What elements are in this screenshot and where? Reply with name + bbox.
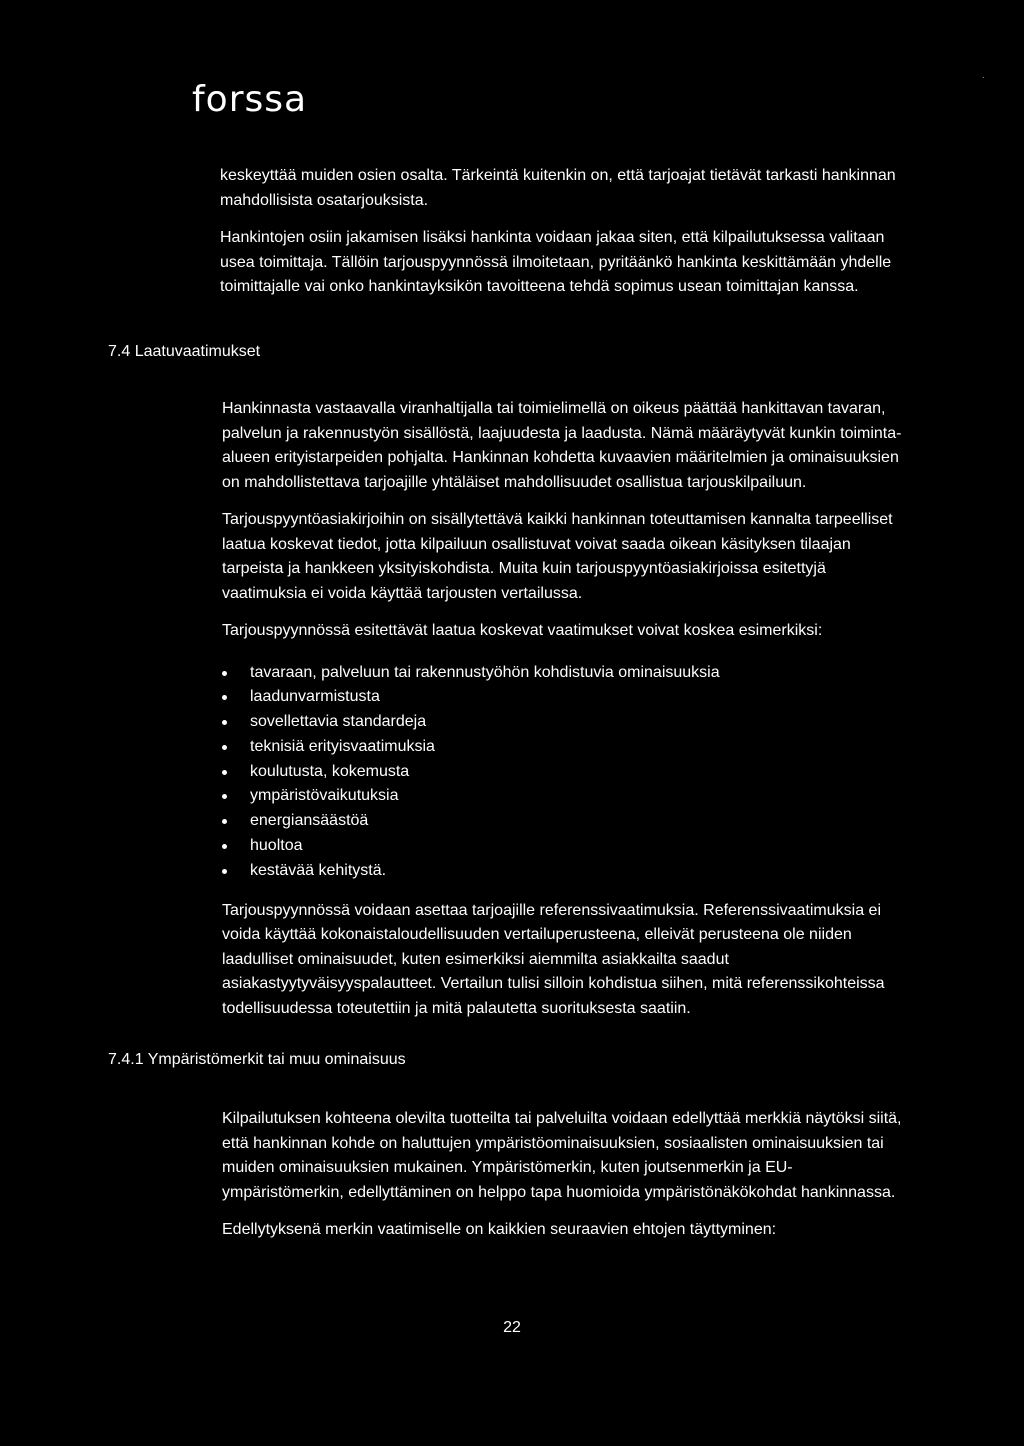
intro-paragraph-2: Hankintojen osiin jakamisen lisäksi hankinta voidaan jakaa siten, että kilpailutuksessa valitaan usea toimittaja. Tällöin tarjouspyynnössä ilmoitetaan, pyritäänkö hankinta keskittämään yhdelle toimittajalle vai onko hankintayksikön tavoitteena tehdä sopimus usean toimittajan kanssa. [220,229,892,295]
quality-paragraph-3: Tarjouspyynnössä esitettävät laatua koskevat vaatimukset voivat koskea esimerkiksi: [222,622,823,639]
quality-paragraph-2: Tarjouspyyntöasiakirjoihin on sisällytettävä kaikki hankinnan toteuttamisen kannalta tarpeelliset laatua koskevat tiedot, jotta kilpailuun osallistuvat voivat saada oikean käsityksen tilaajan tarpeista ja hankkeen yksityiskohdista. Muita kuin tarjouspyyntöasiakirjoissa esitettyjä vaatimuksia ei voida käyttää tarjousten vertailussa. [222,511,893,602]
intro-text [220,164,904,313]
forssa-logo: forssa [192,79,308,120]
quality-requirements-list [222,661,902,884]
intro-paragraph-1: keskeyttää muiden osien osalta. Tärkeintä kuitenkin on, että tarjoajat tietävät tarkasti hankinnan mahdollisista osatarjouksista. [220,167,896,209]
list-item: ympäristövaikutuksia [222,784,902,809]
list-item: laadunvarmistusta [222,685,902,710]
list-item: kestävää kehitystä. [222,859,902,884]
eco-label-paragraph-2: Edellytyksenä merkin vaatimiselle on kaikkien seuraavien ehtojen täyttyminen: [222,1221,777,1238]
section-laatuvaatimukset-body [222,397,902,1034]
corner-mark: . [982,70,985,81]
section-heading-ymparistomerkit: 7.4.1 Ympäristömerkit tai muu ominaisuus [108,1051,406,1068]
section-heading-laatuvaatimukset: 7.4 Laatuvaatimukset [108,343,261,360]
list-item: huoltoa [222,834,902,859]
eco-label-paragraph-1: Kilpailutuksen kohteena olevilta tuotteilta tai palveluilta voidaan edellyttää merkkiä näytöksi siitä, että hankinnan kohde on haluttujen ympäristöominaisuuksien, sosiaalisten ominaisuuksien tai muiden ominaisuuksien mukainen. Ympäristömerkin, kuten joutsenmerkin ja EU-ympäristömerkin, edellyttäminen on helppo tapa huomioida ympäristönäkökohdat hankinnassa. [222,1110,902,1201]
list-item: energiansäästöä [222,809,902,834]
page-number: 22 [503,1319,521,1336]
list-item: sovellettavia standardeja [222,710,902,735]
list-item: koulutusta, kokemusta [222,760,902,785]
section-ymparistomerkit-body [222,1107,902,1256]
quality-paragraph-1: Hankinnasta vastaavalla viranhaltijalla tai toimielimellä on oikeus päättää hankittavan tavaran, palvelun ja rakennustyön sisällöstä, laajuudesta ja laadusta. Nämä määräytyvät kunkin toiminta-alueen erityistarpeiden pohjalta. Hankinnan kohdetta kuvaavien määritelmien ja ominaisuuksien on mahdollistettava tarjoajille yhtäläiset mahdollisuudet osallistua tarjouskilpailuun. [222,400,902,491]
reference-requirements-paragraph: Tarjouspyynnössä voidaan asettaa tarjoajille referenssivaatimuksia. Referenssivaatimuksia ei voida käyttää kokonaistaloudellisuuden vertailuperusteena, elleivät perusteena ole niiden laadulliset ominaisuudet, kuten esimerkiksi aiemmilta asiakkailta saadut asiakastyytyväisyyspalautteet. Vertailun tulisi silloin kohdistua siihen, mitä referenssikohteissa todellisuudessa toteutettiin ja mitä palautetta suorituksesta saatiin. [222,901,885,1017]
list-item: tavaraan, palveluun tai rakennustyöhön kohdistuvia ominaisuuksia [222,661,902,686]
list-item: teknisiä erityisvaatimuksia [222,735,902,760]
